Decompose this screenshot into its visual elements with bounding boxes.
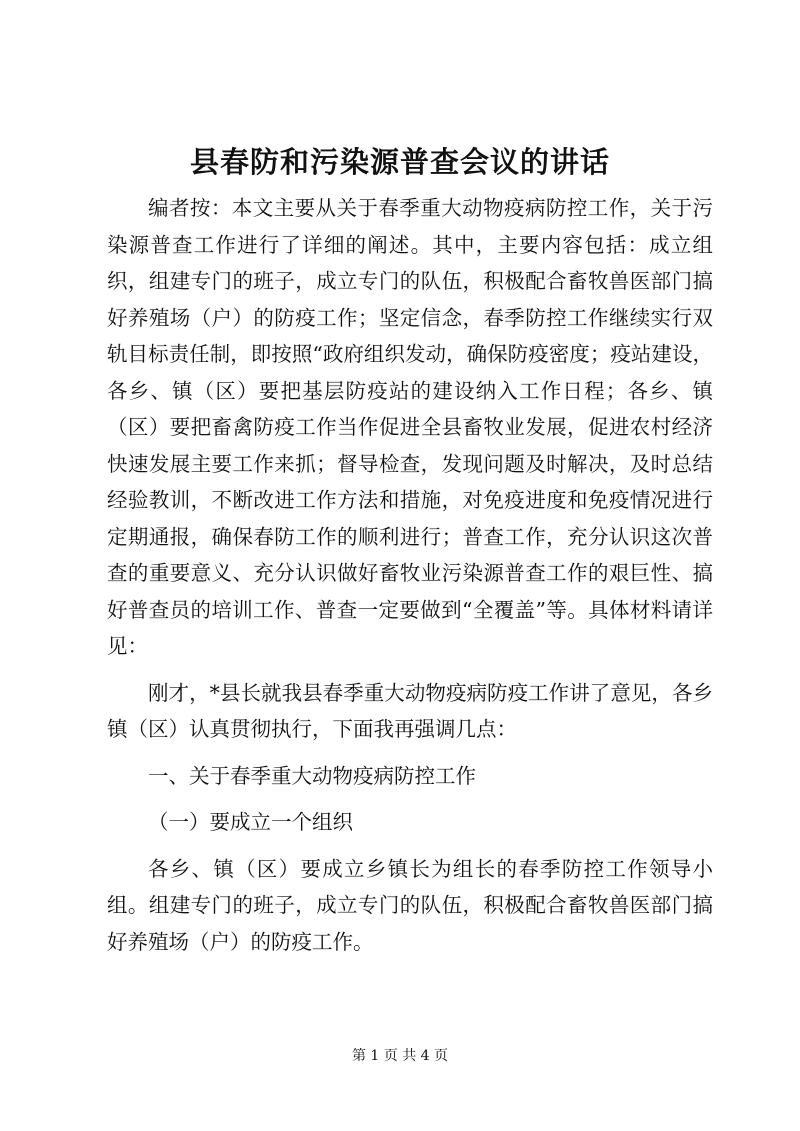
page-footer: 第 1 页 共 4 页 bbox=[351, 1048, 449, 1064]
opening-paragraph: 刚才，*县长就我县春季重大动物疫病防疫工作讲了意见，各乡镇（区）认真贯彻执行，下面我再强调几点： bbox=[107, 680, 713, 741]
document-title: 县春防和污染源普查会议的讲话 bbox=[189, 145, 610, 179]
body-paragraph: 各乡、镇（区）要成立乡镇长为组长的春季防控工作领导小组。组建专门的班子，成立专门的队伍，积极配合畜牧兽医部门搞好养殖场（户）的防疫工作。 bbox=[107, 856, 713, 954]
section-heading: 一、关于春季重大动物疫病防控工作 bbox=[148, 763, 476, 788]
document-body bbox=[107, 190, 713, 960]
editor-note-paragraph: 编者按：本文主要从关于春季重大动物疫病防控工作，关于污染源普查工作进行了详细的阐述。其中，主要内容包括：成立组织，组建专门的班子，成立专门的队伍，积极配合畜牧兽医部门搞好养殖场（户）的防疫工作；坚定信念，春季防控工作继续实行双轨目标责任制，即按照“政府组织发动，确保防疫密度；疫站建设，各乡、镇（区）要把基层防疫站的建设纳入工作日程；各乡、镇（区）要把畜禽防疫工作当作促进全县畜牧业发展，促进农村经济快速发展主要工作来抓；督导检查，发现问题及时解决，及时总结经验教训，不断改进工作方法和措施，对免疫进度和免疫情况进行定期通报，确保春防工作的顺利进行；普查工作，充分认识这次普查的重要意义、充分认识做好畜牧业污染源普查工作的艰巨性、搞好普查员的培训工作、普查一定要做到“全覆盖”等。具体材料请详见： bbox=[107, 196, 713, 658]
subsection-heading: （一）要成立一个组织 bbox=[148, 810, 353, 834]
